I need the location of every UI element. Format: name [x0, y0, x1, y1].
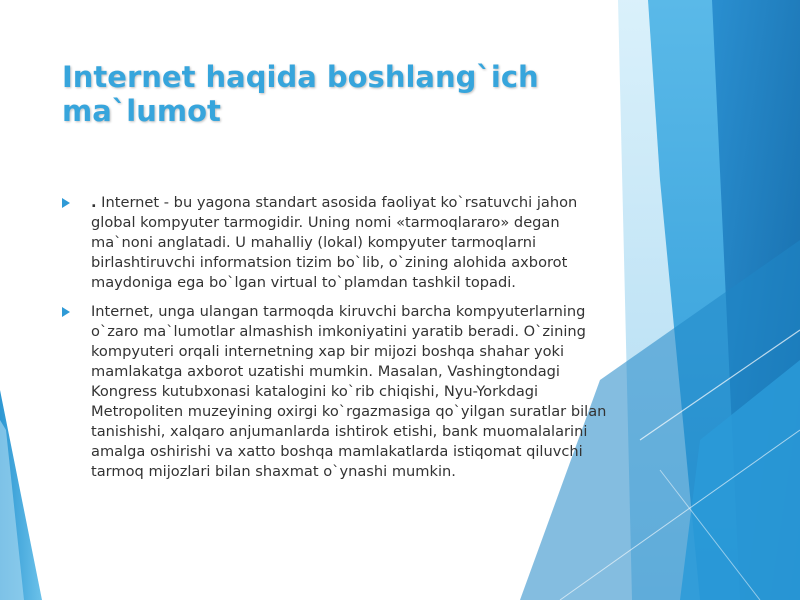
bullet-text: Internet, unga ulangan tarmoqda kiruvchi barcha kompyuterlarning o`zaro ma`lumotlar almashish imkoniyatini yaratib beradi. O`zining kompyuteri orqali internetning xap bir mijozi boshqa shahar yoki mamlakatga axborot uzatishi mumkin. Masalan, Vashingtondagi Kongress kutubxonasi katalogini ko`rib chiqishi, Nyu-Yorkdagi Metropoliten muzeyining oxirgi ko`rgazmasiga qo`yilgan suratlar bilan tanishishi, xalqaro anjumanlarda ishtirok etishi, bank muomalalarini amalga oshirishi va xatto boshqa mamlakatlarda istiqomat qiluvchi tarmoq mijozlari bilan shaxmat o`ynashi mumkin. [91, 303, 607, 480]
bullet-item [62, 302, 607, 482]
bullet-text: Internet - bu yagona standart asosida faoliyat ko`rsatuvchi jahon global kompyuter tarmogidir. Uning nomi «tarmoqlararo» degan ma`noni anglatadi. U mahalliy (lokal) kompyuter tarmoqlarni birlashtiruvchi informatsion tizim bo`lib, o`zining alohida axborot maydoniga ega bo`lgan virtual to`plamdan tashkil topadi. [91, 194, 578, 291]
triangle-right-icon [62, 307, 70, 317]
slide-title: Internet haqida boshlang`ich ma`lumot [62, 60, 539, 128]
triangle-right-icon [62, 198, 70, 208]
bullet-list [62, 193, 607, 491]
bullet-item [62, 193, 607, 293]
bullet-lead: . [91, 194, 97, 211]
